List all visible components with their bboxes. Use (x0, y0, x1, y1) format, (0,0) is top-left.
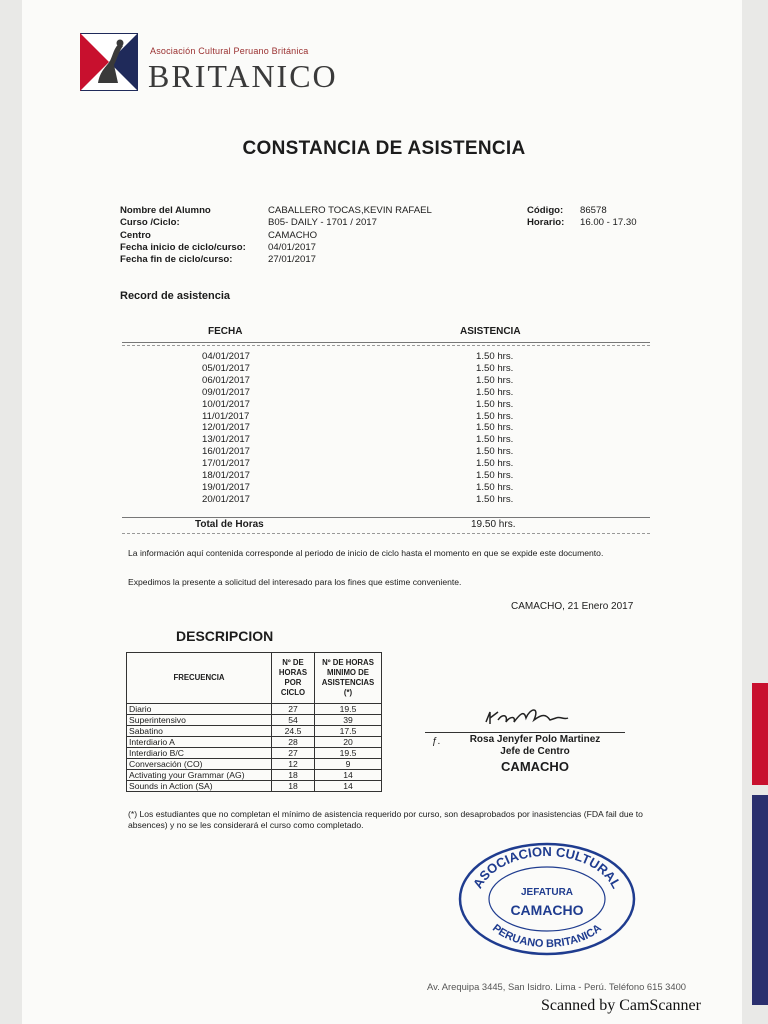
attendance-date: 11/01/2017 (202, 410, 250, 422)
col-date-header: FECHA (208, 326, 243, 337)
footnote: (*) Los estudiantes que no completan el mínimo de asistencia requerido por curso, son desaprobados por inasistencias (FDA fail due to absences) y no se les considerará el curso como completado. (128, 809, 643, 830)
frequency-row (127, 770, 382, 781)
frequency-cell-min: 14 (315, 781, 382, 792)
frequency-row (127, 759, 382, 770)
attendance-hours: 1.50 hrs. (476, 470, 514, 481)
frequency-cell-min: 39 (315, 715, 382, 726)
code-label: Código: (527, 205, 564, 216)
attendance-hours: 1.50 hrs. (476, 458, 514, 470)
total-label: Total de Horas (195, 519, 264, 530)
frequency-header-row (127, 653, 382, 704)
frequency-cell-name: Interdiario A (127, 737, 272, 748)
attendance-date: 20/01/2017 (202, 493, 251, 505)
frequency-cell-hours: 54 (272, 715, 315, 726)
frequency-cell-min: 19.5 (315, 704, 382, 715)
attendance-date: 19/01/2017 (202, 481, 251, 493)
frequency-cell-hours: 18 (272, 770, 315, 781)
total-rule (122, 517, 650, 518)
scanner-label: Scanned by CamScanner (541, 997, 701, 1014)
request-paragraph: Expedimos la presente a solicitud del interesado para los fines que estime conveniente. (128, 577, 462, 587)
edge-red-strip (752, 683, 768, 785)
description-heading: DESCRIPCION (176, 628, 274, 644)
col-min-header: Nº DE HORAS MINIMO DE ASISTENCIAS (*) (315, 653, 382, 704)
stamp-line1: JEFATURA (520, 887, 574, 898)
code-schedule-values (580, 205, 637, 230)
col-hours-header: Nº DE HORAS POR CICLO (272, 653, 315, 704)
frequency-cell-hours: 12 (272, 759, 315, 770)
attendance-hours: 1.50 hrs. (476, 434, 514, 446)
edge-blue-strip (752, 795, 768, 1005)
stamp-line2: CAMACHO (510, 902, 584, 918)
code-value: 86578 (580, 205, 607, 216)
attendance-date: 06/01/2017 (202, 374, 251, 386)
frequency-cell-name: Diario (127, 704, 272, 715)
frequency-cell-name: Conversación (CO) (127, 759, 272, 770)
schedule-label: Horario: (527, 217, 565, 229)
frequency-row (127, 704, 382, 715)
attendance-date: 16/01/2017 (202, 446, 251, 458)
attendance-hours: 1.50 hrs. (476, 410, 514, 422)
attendance-date: 10/01/2017 (202, 398, 251, 410)
signature-mark: ƒ. (432, 736, 441, 747)
course-value: B05- DAILY - 1701 / 2017 (268, 217, 377, 229)
logo-tagline: Asociación Cultural Peruano Británica (150, 46, 309, 56)
attendance-hours: 1.50 hrs. (476, 422, 514, 434)
total-value: 19.50 hrs. (471, 519, 516, 530)
frequency-row (127, 781, 382, 792)
frequency-cell-min: 14 (315, 770, 382, 781)
stamp-arc-top: ASOCIACION CULTURAL (469, 844, 625, 891)
start-date-value: 04/01/2017 (268, 241, 317, 253)
attendance-hours: 1.50 hrs. (476, 386, 514, 398)
course-label: Curso /Ciclo: (120, 217, 180, 229)
frequency-cell-hours: 27 (272, 748, 315, 759)
center-value: CAMACHO (268, 229, 318, 241)
britanico-logo-icon (80, 33, 138, 91)
attendance-date: 04/01/2017 (202, 351, 251, 362)
record-heading: Record de asistencia (120, 290, 231, 302)
name-value: CABALLERO TOCAS,KEVIN RAFAEL (268, 205, 432, 216)
student-info-labels (120, 205, 246, 266)
attendance-date: 05/01/2017 (202, 362, 251, 374)
official-stamp (456, 840, 638, 958)
signer-center: CAMACHO (501, 759, 569, 774)
attendance-date: 13/01/2017 (202, 434, 251, 446)
header-rule (122, 342, 650, 343)
frequency-cell-min: 20 (315, 737, 382, 748)
attendance-hours: 1.50 hrs. (476, 351, 514, 362)
name-label: Nombre del Alumno (120, 205, 211, 216)
col-frequency-header: FRECUENCIA (127, 653, 272, 704)
frequency-cell-name: Superintensivo (127, 715, 272, 726)
signer-role: Jefe de Centro (500, 746, 570, 757)
frequency-cell-name: Sabatino (127, 726, 272, 737)
page-title: CONSTANCIA DE ASISTENCIA (242, 138, 526, 159)
end-date-value: 27/01/2017 (268, 254, 317, 266)
stamp-arc-bottom: PERUANO BRITANICA (490, 922, 604, 951)
footer-address: Av. Arequipa 3445, San Isidro. Lima - Perú. Teléfono 615 3400 (427, 981, 687, 992)
frequency-cell-hours: 27 (272, 704, 315, 715)
col-attendance-header: ASISTENCIA (460, 326, 521, 337)
end-date-label: Fecha fin de ciclo/curso: (120, 254, 233, 266)
frequency-table (126, 652, 382, 792)
info-paragraph: La información aquí contenida corresponde al periodo de inicio de ciclo hasta el momento en que se expide este documento. (128, 548, 604, 558)
attendance-hours: 1.50 hrs. (476, 398, 514, 410)
attendance-hours: 1.50 hrs. (476, 481, 514, 493)
signature-scribble (480, 700, 580, 730)
center-label: Centro (120, 229, 151, 241)
student-info-values (268, 205, 432, 266)
frequency-cell-name: Sounds in Action (SA) (127, 781, 272, 792)
attendance-date: 18/01/2017 (202, 470, 251, 481)
attendance-date: 17/01/2017 (202, 458, 251, 470)
frequency-cell-name: Activating your Grammar (AG) (127, 770, 272, 781)
attendance-hours: 1.50 hrs. (476, 374, 514, 386)
code-schedule-labels (527, 205, 564, 230)
schedule-value: 16.00 - 17.30 (580, 217, 637, 229)
frequency-cell-min: 17.5 (315, 726, 382, 737)
total-rule-dashed (122, 533, 650, 534)
frequency-row (127, 715, 382, 726)
frequency-cell-hours: 24.5 (272, 726, 315, 737)
attendance-date: 12/01/2017 (202, 422, 251, 434)
frequency-cell-hours: 18 (272, 781, 315, 792)
place-date: CAMACHO, 21 Enero 2017 (511, 601, 634, 612)
signer-name: Rosa Jenyfer Polo Martinez (469, 734, 601, 745)
frequency-row (127, 726, 382, 737)
start-date-label: Fecha inicio de ciclo/curso: (120, 241, 246, 253)
frequency-cell-min: 19.5 (315, 748, 382, 759)
signature-line (425, 732, 625, 733)
frequency-cell-min: 9 (315, 759, 382, 770)
attendance-hours: 1.50 hrs. (476, 493, 514, 505)
frequency-cell-name: Interdiario B/C (127, 748, 272, 759)
attendance-hours: 1.50 hrs. (476, 362, 514, 374)
frequency-cell-hours: 28 (272, 737, 315, 748)
frequency-row (127, 748, 382, 759)
header-rule-dashed (122, 345, 650, 346)
attendance-date: 09/01/2017 (202, 386, 251, 398)
attendance-hours: 1.50 hrs. (476, 446, 514, 458)
logo-wordmark: BRITANICO (148, 58, 338, 94)
frequency-row (127, 737, 382, 748)
